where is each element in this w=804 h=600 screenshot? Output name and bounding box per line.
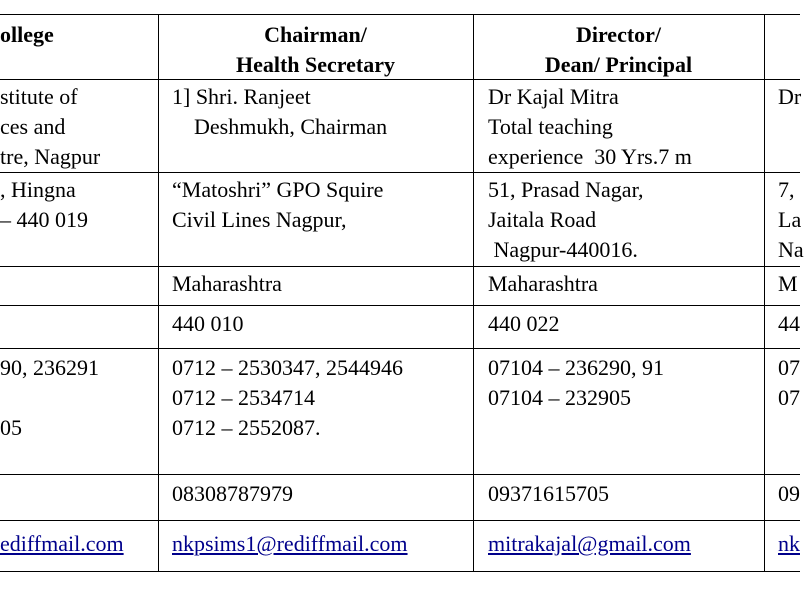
column-divider [473,14,474,572]
chairman-phone-line2: 0712 – 2534714 [172,385,315,410]
col4-address-line3: Na [778,237,804,262]
college-name-line2: ces and [0,114,66,139]
director-name-line2: Total teaching [488,114,613,139]
col4-email-link[interactable]: nk [778,531,800,556]
director-phone-line2: 07104 – 232905 [488,385,631,410]
director-mobile: 09371615705 [488,481,609,506]
col4-address-line1: 7, [778,177,795,202]
chairman-address-line1: “Matoshri” GPO Squire [172,177,384,202]
header-chairman-line1: Chairman/ [264,22,367,47]
chairman-email-link[interactable]: nkpsims1@rediffmail.com [172,531,408,556]
row-divider [0,520,800,521]
college-phone-line1: 90, 236291 [0,355,99,380]
col4-address-line2: La [778,207,802,232]
director-pin: 440 022 [488,311,560,336]
table-border-top [0,14,800,15]
header-director-line1: Director/ [575,22,662,47]
chairman-state: Maharashtra [172,271,282,296]
college-name-line1: stitute of [0,84,78,109]
row-divider [0,266,800,267]
col4-pin: 44 [778,311,800,336]
college-name-line3: tre, Nagpur [0,144,101,169]
row-divider [0,305,800,306]
chairman-name-line1: 1] Shri. Ranjeet [172,84,311,109]
header-chairman-line2: Health Secretary [235,52,396,77]
col4-phone-line2: 07 [778,385,800,410]
director-name-line1: Dr Kajal Mitra [488,84,619,109]
director-address-line1: 51, Prasad Nagar, [488,177,644,202]
table-border-bottom [0,571,800,572]
column-divider [158,14,159,572]
chairman-name-line2: Deshmukh, Chairman [172,114,388,139]
college-address-line2: – 440 019 [0,207,88,232]
col4-mobile: 09 [778,481,800,506]
chairman-pin: 440 010 [172,311,244,336]
header-college: ollege [0,22,54,47]
col4-phone-line1: 07 [778,355,800,380]
chairman-phone-line1: 0712 – 2530347, 2544946 [172,355,403,380]
director-email-link[interactable]: mitrakajal@gmail.com [488,531,691,556]
col4-state: M [778,271,798,296]
college-phone-line3: 05 [0,415,22,440]
row-divider [0,348,800,349]
director-address-line3: Nagpur-440016. [488,237,638,262]
col4-name-line1: Dr [778,84,802,109]
director-state: Maharashtra [488,271,598,296]
college-email-link[interactable]: ediffmail.com [0,531,124,556]
college-address-line1: , Hingna [0,177,76,202]
row-divider [0,172,800,173]
director-name-line3: experience 30 Yrs.7 m [488,144,692,169]
column-divider [764,14,765,572]
header-director-line2: Dean/ Principal [544,52,693,77]
director-phone-line1: 07104 – 236290, 91 [488,355,664,380]
director-address-line2: Jaitala Road [488,207,597,232]
chairman-mobile: 08308787979 [172,481,293,506]
row-divider [0,474,800,475]
chairman-address-line2: Civil Lines Nagpur, [172,207,347,232]
chairman-phone-line3: 0712 – 2552087. [172,415,321,440]
